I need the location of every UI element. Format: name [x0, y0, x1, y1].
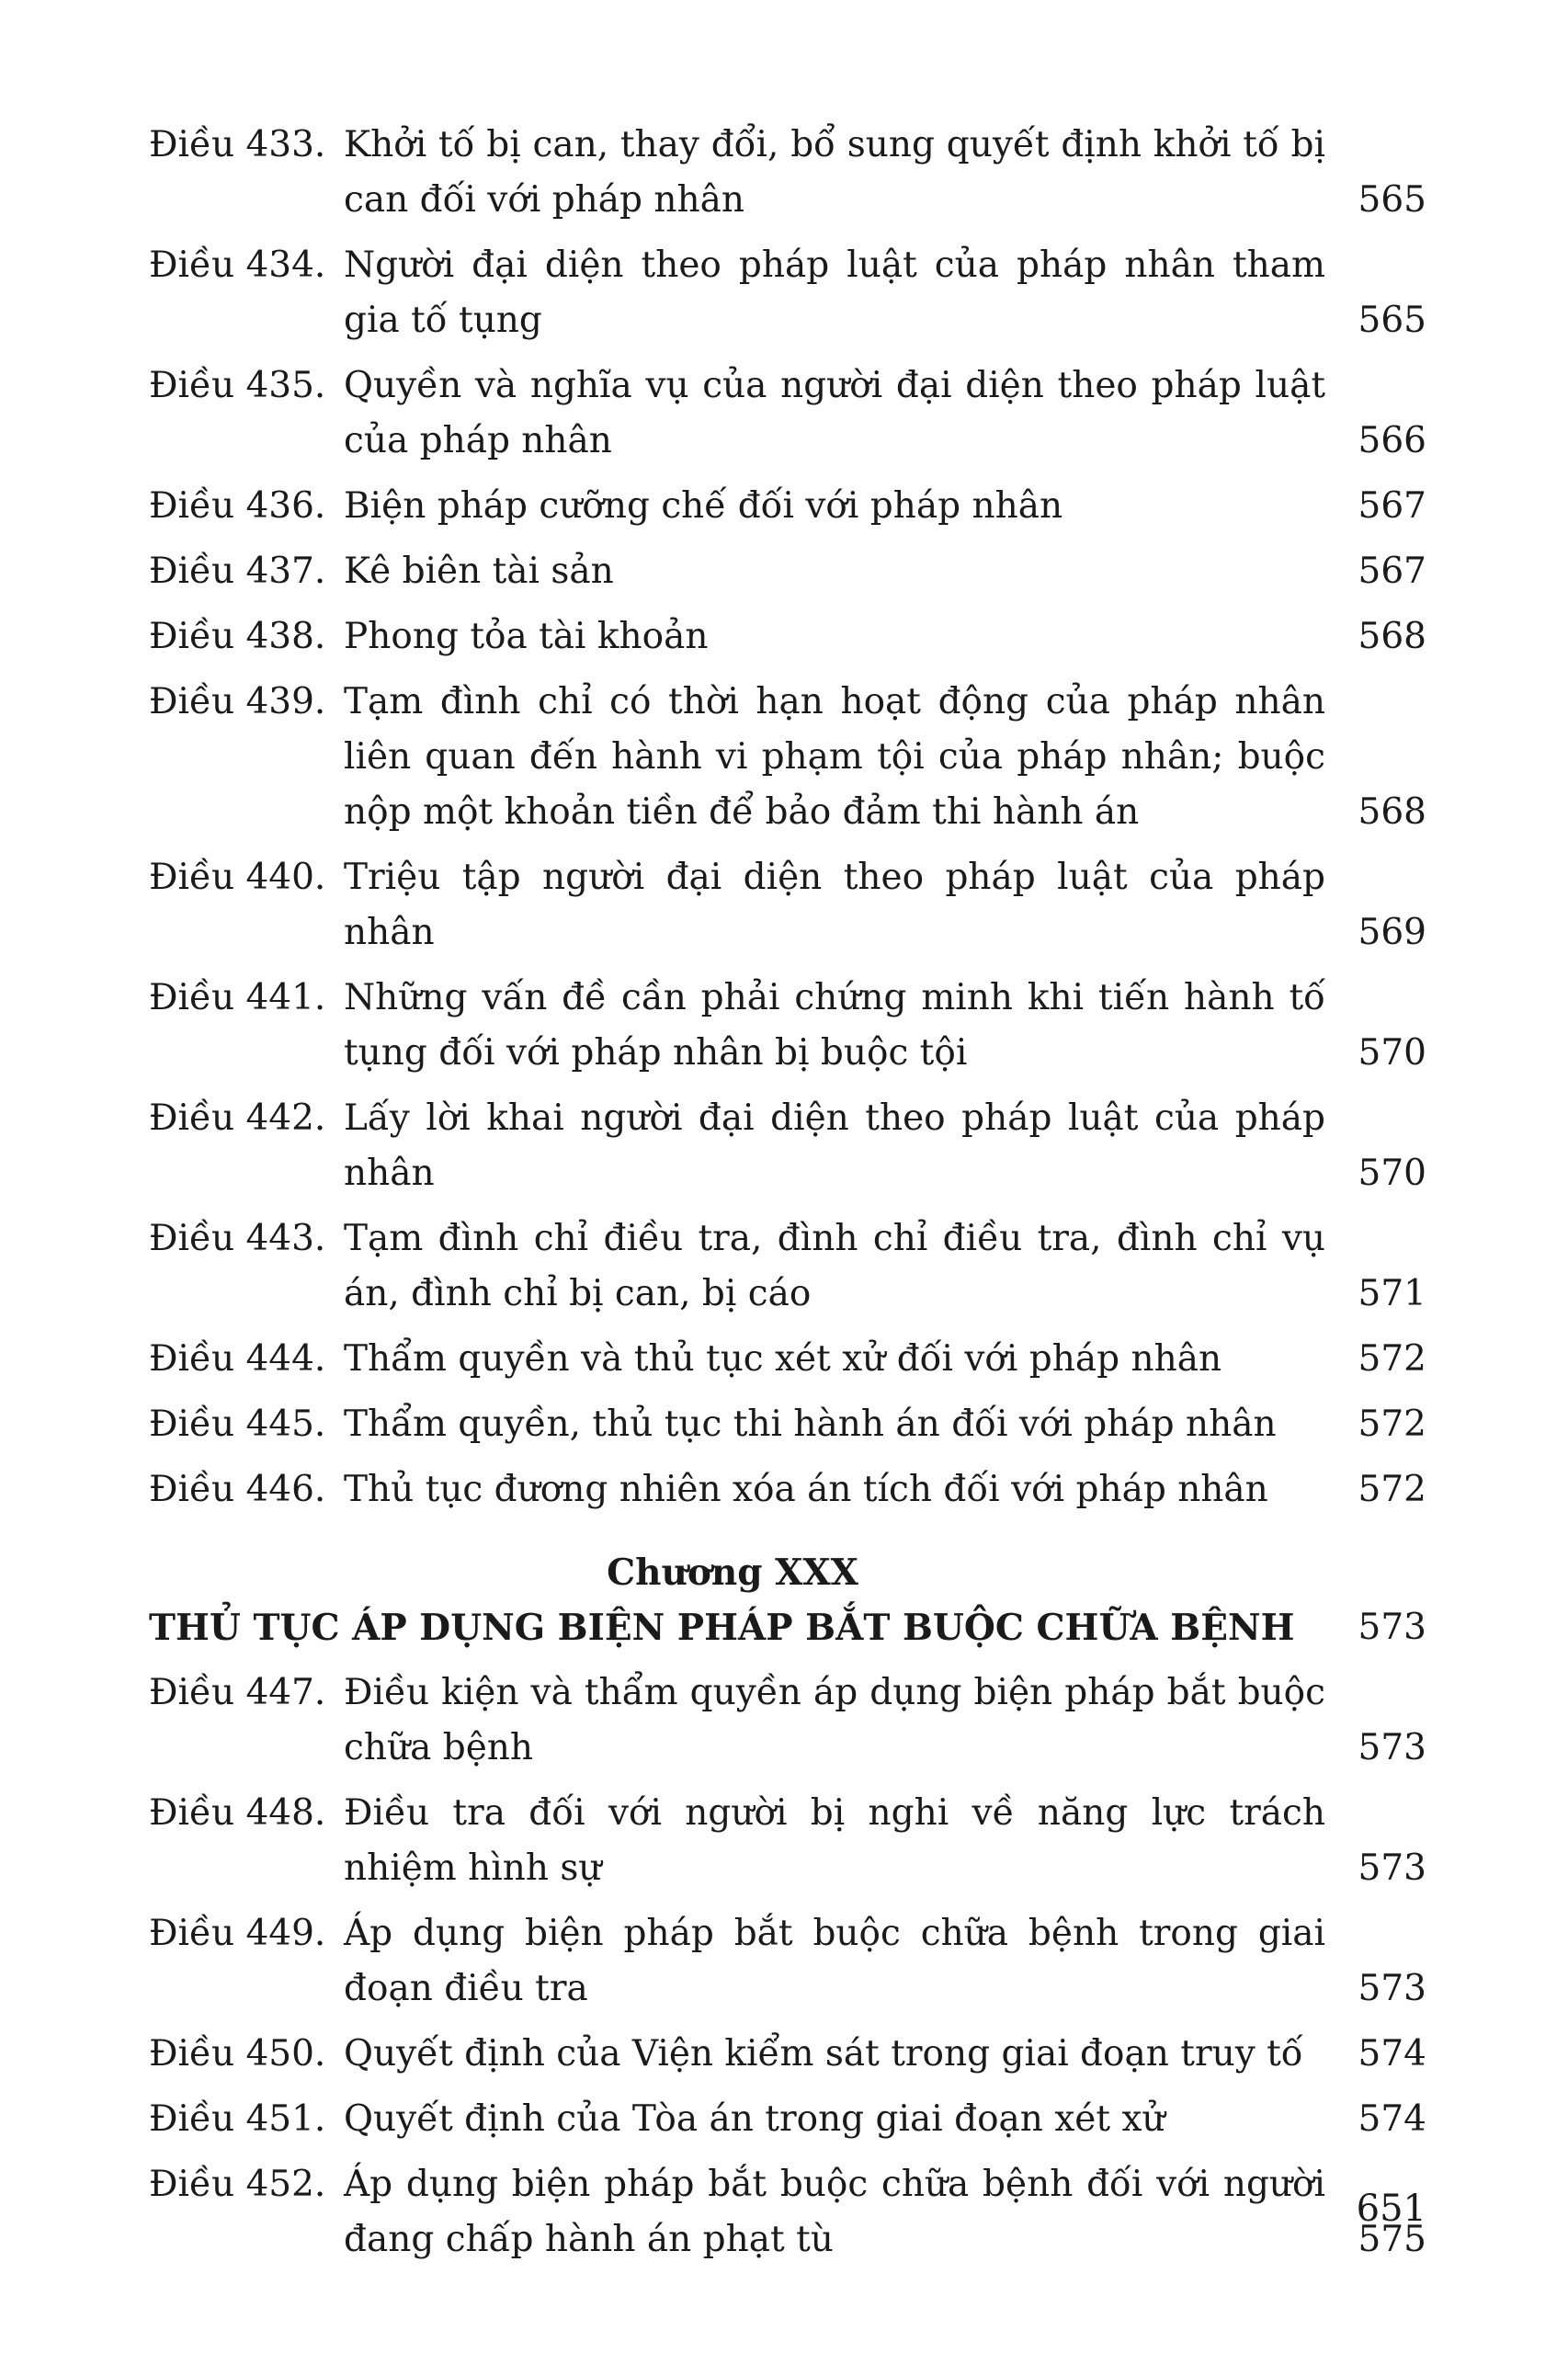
- toc-entry: [149, 2027, 1426, 2082]
- article-number: Điều 452.: [149, 2164, 326, 2205]
- article-title: Áp dụng biện pháp bắt buộc chữa bệnh đối với người đang chấp hành án phạt tù: [344, 2164, 1325, 2260]
- toc-entry: [149, 2157, 1426, 2268]
- article-title: Kê biên tài sản: [344, 551, 614, 592]
- article-page: 572: [1358, 1338, 1426, 1380]
- article-number: Điều 450.: [149, 2033, 326, 2075]
- toc-entry: [149, 850, 1426, 961]
- article-number: Điều 439.: [149, 681, 326, 722]
- article-page: 573: [1358, 1968, 1426, 2009]
- article-page: 572: [1358, 1469, 1426, 1510]
- article-page: 573: [1358, 1847, 1426, 1889]
- article-title: Người đại diện theo pháp luật của pháp nhân tham gia tố tụng: [344, 244, 1325, 341]
- article-page: 572: [1358, 1404, 1426, 1445]
- article-title: Phong tỏa tài khoản: [344, 616, 709, 657]
- toc-entry: [149, 1462, 1426, 1518]
- toc-entry: [149, 2092, 1426, 2147]
- article-title: Những vấn đề cần phải chứng minh khi tiến hành tố tụng đối với pháp nhân bị buộc tội: [344, 977, 1325, 1074]
- article-number: Điều 438.: [149, 616, 326, 657]
- article-number: Điều 442.: [149, 1097, 326, 1139]
- article-number: Điều 451.: [149, 2098, 326, 2140]
- article-title: Triệu tập người đại diện theo pháp luật của pháp nhân: [344, 857, 1325, 953]
- article-page: 565: [1358, 179, 1426, 221]
- chapter-title: THỦ TỤC ÁP DỤNG BIỆN PHÁP BẮT BUỘC CHỮA BỆNH: [149, 1607, 1295, 1649]
- article-page: 570: [1358, 1032, 1426, 1074]
- article-title: Tạm đình chỉ có thời hạn hoạt động của pháp nhân liên quan đến hành vi phạm tội của pháp nhân; buộc nộp một khoản tiền để bảo đảm thi hành án: [344, 681, 1325, 833]
- article-number: Điều 447.: [149, 1672, 326, 1713]
- article-page: 567: [1358, 551, 1426, 592]
- chapter-label: Chương XXX: [607, 1552, 858, 1594]
- toc-entry: [149, 1906, 1426, 2017]
- article-number: Điều 435.: [149, 365, 326, 406]
- toc-section-b: [149, 1665, 1426, 2268]
- toc-entry: [149, 1397, 1426, 1452]
- article-title: Quyền và nghĩa vụ của người đại diện theo pháp luật của pháp nhân: [344, 365, 1325, 461]
- toc-entry: [149, 609, 1426, 665]
- toc-entry: [149, 1665, 1426, 1776]
- toc-section-a: [149, 118, 1426, 1518]
- article-title: Quyết định của Viện kiểm sát trong giai đoạn truy tố: [344, 2033, 1303, 2075]
- toc-entry: [149, 479, 1426, 534]
- article-number: Điều 441.: [149, 977, 326, 1018]
- article-number: Điều 446.: [149, 1469, 326, 1510]
- article-title: Thẩm quyền, thủ tục thi hành án đối với pháp nhân: [344, 1404, 1277, 1445]
- article-title: Biện pháp cưỡng chế đối với pháp nhân: [344, 485, 1063, 527]
- article-number: Điều 437.: [149, 551, 326, 592]
- article-page: 568: [1358, 791, 1426, 833]
- article-title: Thủ tục đương nhiên xóa án tích đối với pháp nhân: [344, 1469, 1268, 1510]
- article-number: Điều 434.: [149, 244, 326, 286]
- toc-entry: [149, 544, 1426, 599]
- article-number: Điều 449.: [149, 1913, 326, 1954]
- article-page: 575: [1358, 2219, 1426, 2260]
- article-number: Điều 436.: [149, 485, 326, 527]
- article-page: 565: [1358, 300, 1426, 341]
- article-title: Điều kiện và thẩm quyền áp dụng biện pháp bắt buộc chữa bệnh: [344, 1672, 1325, 1768]
- toc-entry: [149, 1211, 1426, 1322]
- article-page: 567: [1358, 485, 1426, 527]
- article-page: 571: [1358, 1273, 1426, 1314]
- article-title: Thẩm quyền và thủ tục xét xử đối với pháp nhân: [344, 1338, 1222, 1380]
- page-number: 651: [1356, 2188, 1426, 2230]
- toc-page: [149, 118, 1426, 2278]
- article-number: Điều 433.: [149, 124, 326, 165]
- toc-entry: [149, 1786, 1426, 1896]
- chapter-heading: [149, 1600, 1426, 1655]
- article-number: Điều 440.: [149, 857, 326, 898]
- toc-entry: [149, 1091, 1426, 1201]
- article-page: 574: [1358, 2033, 1426, 2075]
- article-page: 569: [1358, 912, 1426, 953]
- article-title: Lấy lời khai người đại diện theo pháp luật của pháp nhân: [344, 1097, 1325, 1194]
- article-number: Điều 445.: [149, 1404, 326, 1445]
- article-title: Điều tra đối với người bị nghi về năng lực trách nhiệm hình sự: [344, 1792, 1325, 1889]
- article-page: 574: [1358, 2098, 1426, 2140]
- article-page: 573: [1358, 1727, 1426, 1768]
- toc-entry: [149, 358, 1426, 469]
- article-page: 566: [1358, 420, 1426, 461]
- article-page: 570: [1358, 1153, 1426, 1194]
- article-title: Quyết định của Tòa án trong giai đoạn xét xử: [344, 2098, 1165, 2140]
- article-title: Khởi tố bị can, thay đổi, bổ sung quyết định khởi tố bị can đối với pháp nhân: [344, 124, 1325, 221]
- article-title: Áp dụng biện pháp bắt buộc chữa bệnh trong giai đoạn điều tra: [344, 1913, 1325, 2009]
- toc-entry: [149, 1332, 1426, 1387]
- toc-entry: [149, 238, 1426, 348]
- article-number: Điều 448.: [149, 1792, 326, 1834]
- article-page: 568: [1358, 616, 1426, 657]
- chapter-page: 573: [1358, 1607, 1426, 1648]
- toc-entry: [149, 675, 1426, 840]
- article-title: Tạm đình chỉ điều tra, đình chỉ điều tra, đình chỉ vụ án, đình chỉ bị can, bị cáo: [344, 1218, 1325, 1314]
- toc-entry: [149, 971, 1426, 1081]
- article-number: Điều 443.: [149, 1218, 326, 1259]
- toc-entry: [149, 118, 1426, 228]
- article-number: Điều 444.: [149, 1338, 326, 1380]
